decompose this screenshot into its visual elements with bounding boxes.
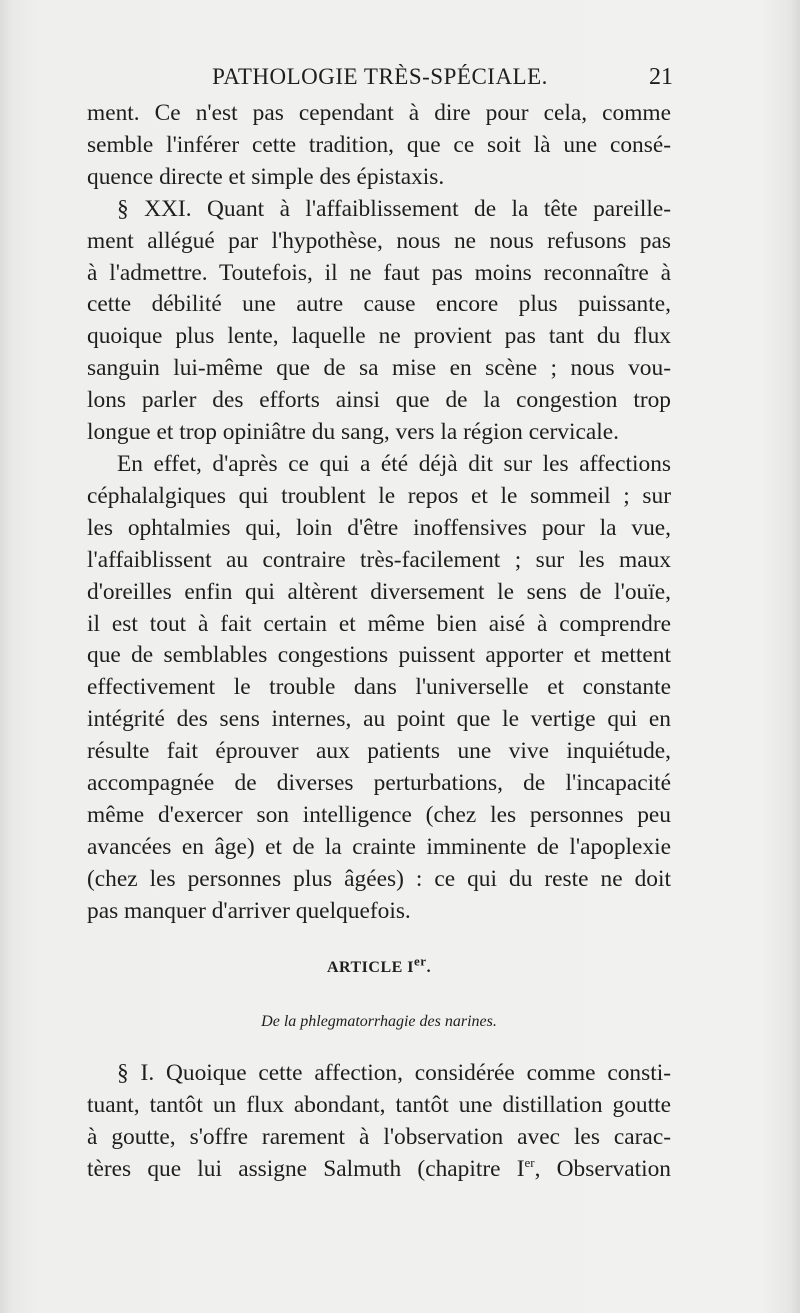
text-line: à goutte, s'offre rarement à l'observation avec les carac-: [87, 1123, 671, 1150]
text-line: résulte fait éprouver aux patients une vive inquiétude,: [87, 738, 671, 765]
text-fragment: , Observation: [534, 1155, 671, 1182]
text-line: ment allégué par l'hypothèse, nous ne nous refusons pas: [87, 227, 671, 254]
text-line: il est tout à fait certain et même bien aisé à comprendre: [87, 610, 671, 637]
page-header: [87, 60, 673, 94]
text-line: l'affaiblissent au contraire très-facilement ; sur les maux: [87, 546, 671, 573]
text-line: tuant, tantôt un flux abondant, tantôt une distillation goutte: [87, 1091, 671, 1118]
article-subtitle: De la phlegmatorrhagie des narines.: [261, 1013, 497, 1030]
text-line: § XXI. Quant à l'affaiblissement de la tête pareille-: [117, 195, 671, 222]
text-line: pas manquer d'arriver quelquefois.: [87, 897, 411, 924]
article-heading: [87, 955, 671, 981]
text-line: intégrité des sens internes, au point que le vertige qui en: [87, 706, 671, 733]
paragraph-section-i: [87, 1058, 671, 1186]
paragraph: [87, 449, 671, 928]
running-head: PATHOLOGIE TRÈS-SPÉCIALE.: [212, 64, 548, 89]
paragraph-section-xxi: [87, 194, 671, 449]
text-fragment: tères que lui assigne Salmuth (chapitre I: [87, 1155, 525, 1182]
text-line: semble l'inférer cette tradition, que ce soit là une consé-: [87, 131, 671, 158]
article-heading-text: ARTICLE I: [326, 959, 415, 976]
text-line: céphalalgiques qui troublent le repos et le sommeil ; sur: [87, 482, 671, 509]
text-line: quoique plus lente, laquelle ne provient pas tant du flux: [87, 323, 671, 350]
text-line: ment. Ce n'est pas cependant à dire pour cela, comme: [87, 100, 671, 126]
text-line: à l'admettre. Toutefois, il ne faut pas moins reconnaître à: [87, 259, 671, 286]
text-line: § I. Quoique cette affection, considérée comme consti-: [117, 1060, 671, 1086]
text-line: lons parler des efforts ainsi que de la congestion trop: [87, 387, 671, 414]
text-line: d'oreilles enfin qui altèrent diversement le sens de l'ouïe,: [87, 578, 671, 605]
superscript: er: [524, 1154, 535, 1170]
text-line-with-superscript: [87, 1154, 671, 1186]
text-line: effectivement le trouble dans l'universelle et constante: [87, 674, 671, 701]
article-heading-superscript: er: [414, 953, 427, 969]
text-line: longue et trop opiniâtre du sang, vers la région cervicale.: [87, 419, 619, 446]
text-line: les ophtalmies qui, loin d'être inoffensives pour la vue,: [87, 514, 671, 541]
text-line: sanguin lui-même que de sa mise en scène ; nous vou-: [87, 355, 671, 382]
body-text-top: [87, 98, 671, 928]
text-line: (chez les personnes plus âgées) : ce qui du reste ne doit: [87, 865, 671, 892]
text-line: cette débilité une autre cause encore plus puissante,: [87, 291, 671, 318]
text-line: même d'exercer son intelligence (chez les personnes peu: [87, 801, 671, 828]
paragraph: [87, 98, 671, 194]
text-line: En effet, d'après ce qui a été déjà dit sur les affections: [117, 450, 671, 477]
body-text-bottom: [87, 1058, 671, 1186]
page-number: 21: [649, 64, 673, 90]
text-line: avancées en âge) et de la crainte imminente de l'apoplexie: [87, 833, 671, 860]
text-line: accompagnée de diverses perturbations, de l'incapacité: [87, 770, 671, 797]
text-line: que de semblables congestions puissent apporter et mettent: [87, 642, 671, 669]
text-line: quence directe et simple des épistaxis.: [87, 163, 445, 190]
article-heading-period: .: [426, 959, 432, 976]
